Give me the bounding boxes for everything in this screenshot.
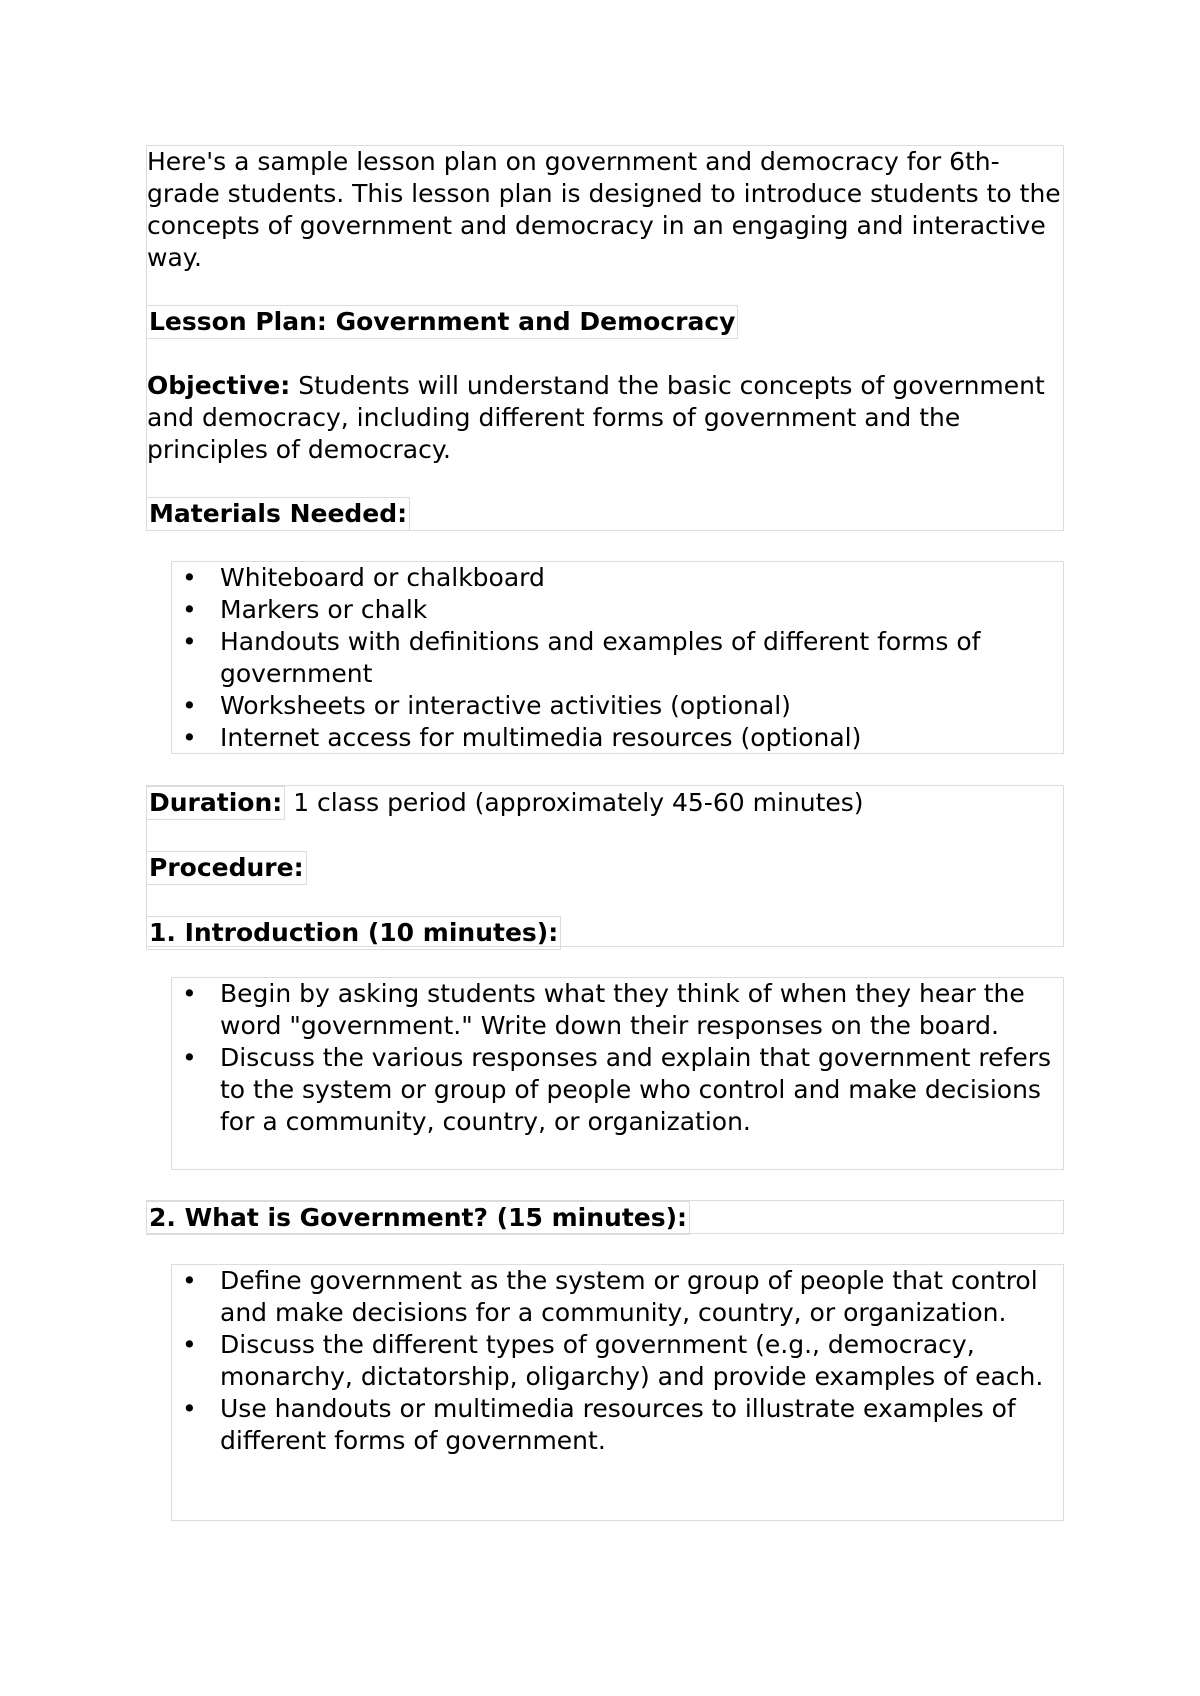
list-item: • Internet access for multimedia resources (optional) [182, 723, 862, 752]
section1-list-block [171, 977, 1064, 1170]
section2-list-block [171, 1264, 1064, 1521]
materials-list-block [171, 561, 1064, 754]
duration-block [146, 785, 1064, 947]
section2-heading-block [146, 1200, 1064, 1234]
intro-paragraph: Here's a sample lesson plan on government and democracy for 6th-grade students. This lesson plan is designed to introduce students to the concepts of government and democracy in an engaging and interactive way. [147, 147, 1061, 272]
duration-label: Duration: [146, 786, 285, 820]
objective-paragraph [147, 370, 1063, 466]
section2-heading-paragraph [147, 1201, 1063, 1235]
bullet-icon: • [182, 691, 197, 720]
list-item: • Define government as the system or group of people that control and make decisions for a community, country, or organization. [182, 1266, 1038, 1327]
section1-heading-paragraph [147, 916, 1063, 950]
bullet-icon: • [182, 723, 197, 752]
bullet-icon: • [182, 563, 197, 592]
duration-paragraph [147, 786, 1063, 820]
bullet-icon: • [182, 979, 197, 1008]
list-item: • Handouts with definitions and examples of different forms of government [182, 627, 981, 688]
lesson-title: Lesson Plan: Government and Democracy [146, 305, 738, 339]
section1-heading: 1. Introduction (10 minutes): [146, 916, 561, 950]
section2-list [172, 1265, 1063, 1457]
list-item: • Discuss the different types of government (e.g., democracy, monarchy, dictatorship, oligarchy) and provide examples of each. [182, 1330, 1044, 1391]
bullet-icon: • [182, 1266, 197, 1295]
procedure-heading: Procedure: [146, 851, 307, 885]
list-item: • Markers or chalk [182, 595, 428, 624]
duration-text: 1 class period (approximately 45-60 minutes) [293, 788, 864, 817]
objective-label: Objective: [147, 371, 291, 400]
intro-block [146, 145, 1064, 531]
lesson-title-paragraph [147, 305, 1063, 339]
bullet-icon: • [182, 1043, 197, 1072]
bullet-icon: • [182, 1330, 197, 1359]
list-item: • Begin by asking students what they think of when they hear the word "government." Write down their responses on the board. [182, 979, 1025, 1040]
section2-heading: 2. What is Government? (15 minutes): [146, 1201, 690, 1235]
section1-list [172, 978, 1063, 1138]
objective-text: Students will understand the basic concepts of government and democracy, including different forms of government and the principles of democracy. [147, 371, 1045, 464]
materials-list [172, 562, 1063, 754]
bullet-icon: • [182, 595, 197, 624]
list-item: • Use handouts or multimedia resources to illustrate examples of different forms of government. [182, 1394, 1016, 1455]
list-item: • Worksheets or interactive activities (optional) [182, 691, 791, 720]
materials-heading: Materials Needed: [146, 497, 410, 531]
procedure-heading-paragraph [147, 851, 1063, 885]
bullet-icon: • [182, 627, 197, 656]
list-item: • Discuss the various responses and explain that government refers to the system or group of people who control and make decisions for a community, country, or organization. [182, 1043, 1052, 1136]
materials-heading-paragraph [147, 497, 1063, 531]
list-item: • Whiteboard or chalkboard [182, 563, 545, 592]
bullet-icon: • [182, 1394, 197, 1423]
